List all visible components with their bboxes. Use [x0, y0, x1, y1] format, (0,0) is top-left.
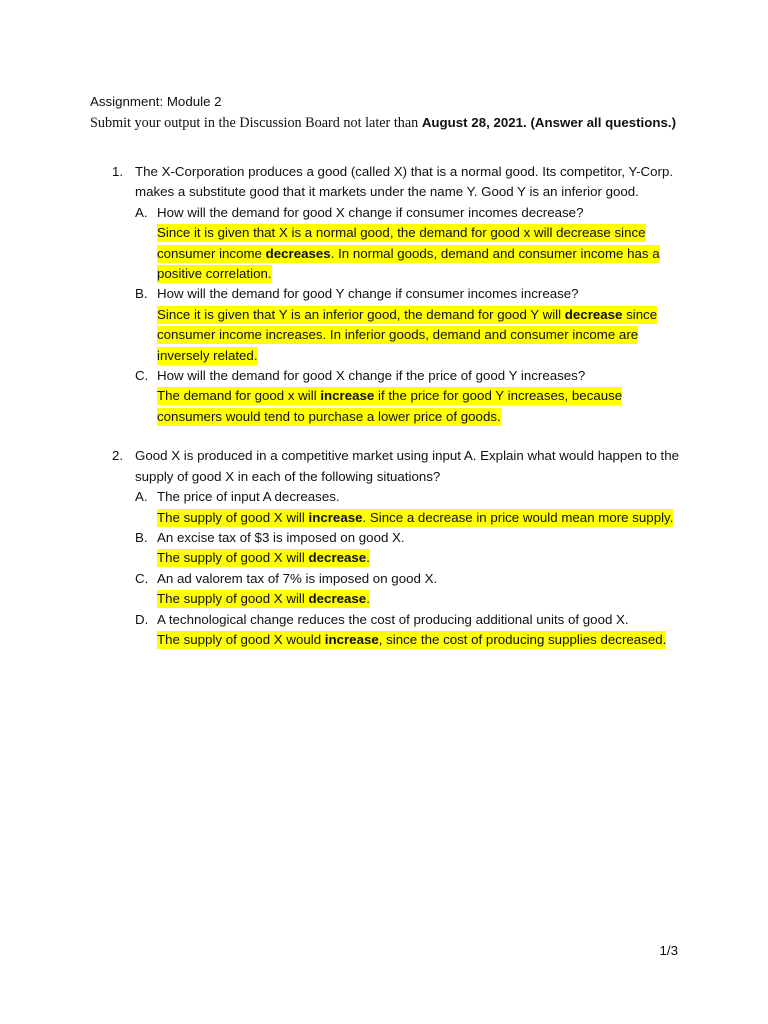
- answer-keyword: decrease: [308, 591, 367, 607]
- answer-highlight: [157, 509, 673, 527]
- part-question: A technological change reduces the cost of producing additional units of good X.: [157, 611, 629, 627]
- question-number: 2.: [112, 448, 124, 464]
- part-question: The price of input A decreases.: [157, 489, 340, 505]
- question-1-part-b: [135, 284, 680, 366]
- question-1: [90, 162, 680, 427]
- part-letter: A.: [135, 489, 148, 505]
- part-letter: B.: [135, 529, 148, 545]
- part-question: An ad valorem tax of 7% is imposed on good X.: [157, 570, 438, 586]
- answer-text: .: [366, 591, 370, 607]
- answer-highlight: [157, 224, 660, 283]
- answer-highlight: [157, 306, 657, 365]
- answer-keyword: decrease: [564, 306, 623, 322]
- question-2-part-d: [135, 610, 680, 651]
- question-number: 1.: [112, 164, 124, 179]
- answer-text: The supply of good X will: [157, 591, 309, 607]
- answer-text: Since it is given that X is a normal good, the demand for good x will decrease since consumer income: [157, 225, 646, 261]
- part-letter: B.: [135, 286, 148, 302]
- part-answer: [157, 630, 680, 650]
- answer-highlight: [157, 549, 370, 567]
- answer-keyword: decreases: [265, 245, 331, 261]
- answer-text: .: [366, 550, 370, 566]
- answer-keyword: increase: [324, 631, 379, 647]
- answer-text: The supply of good X would: [157, 631, 325, 647]
- submit-date: August 28, 2021.: [421, 115, 527, 130]
- part-letter: C.: [135, 368, 149, 384]
- question-text: Good X is produced in a competitive market using input A. Explain what would happen to the supply of good X in each of the following situations?: [135, 448, 680, 484]
- question-2-part-a: [135, 487, 680, 528]
- question-2-part-c: [135, 569, 680, 610]
- document-page: [90, 92, 680, 669]
- answer-text: The supply of good X will: [157, 550, 309, 566]
- part-question: How will the demand for good X change if consumer incomes decrease?: [157, 204, 584, 220]
- question-2: [90, 446, 680, 650]
- question-text: The X-Corporation produces a good (called X) that is a normal good. Its competitor, Y-Corp. makes a substitute good that it markets under the name Y. Good Y is an inferior good.: [135, 164, 674, 200]
- page-number: 1/3: [659, 943, 678, 958]
- submit-prefix: Submit your output in the Discussion Board not later than: [90, 115, 422, 131]
- part-answer: [157, 223, 680, 284]
- part-question: How will the demand for good X change if the price of good Y increases?: [157, 368, 586, 384]
- answer-keyword: increase: [308, 509, 363, 525]
- answer-highlight: [157, 387, 622, 425]
- assignment-title: Assignment: Module 2: [90, 94, 222, 109]
- answer-text: . In normal goods, demand and consumer income has a positive correlation.: [157, 245, 660, 282]
- answer-text: The demand for good x will: [157, 388, 321, 404]
- part-answer: [157, 386, 680, 427]
- part-answer: [157, 589, 680, 609]
- answer-text: Since it is given that Y is an inferior good, the demand for good Y will: [157, 306, 565, 322]
- answer-text: . Since a decrease in price would mean more supply.: [362, 509, 674, 525]
- question-1-part-c: [135, 366, 680, 427]
- part-answer: [157, 305, 680, 366]
- answer-text: if the price for good Y increases, because consumers would tend to purchase a lower price of goods.: [157, 388, 623, 424]
- answer-highlight: [157, 631, 666, 649]
- part-answer: [157, 508, 680, 528]
- submit-instructions: [90, 112, 680, 134]
- answer-text: since consumer income increases. In inferior goods, demand and consumer income are inversely related.: [157, 306, 658, 363]
- submit-suffix: (Answer all questions.): [526, 115, 677, 130]
- question-1-part-a: [135, 203, 680, 285]
- answer-keyword: increase: [320, 388, 375, 404]
- part-question: An excise tax of $3 is imposed on good X.: [157, 529, 405, 545]
- answer-text: The supply of good X will: [157, 509, 309, 525]
- part-letter: C.: [135, 570, 149, 586]
- answer-text: , since the cost of producing supplies decreased.: [378, 631, 667, 647]
- question-2-part-b: [135, 528, 680, 569]
- question-list: [90, 162, 680, 650]
- part-question: How will the demand for good Y change if consumer incomes increase?: [157, 286, 579, 302]
- part-letter: D.: [135, 611, 149, 627]
- part-letter: A.: [135, 204, 148, 220]
- part-answer: [157, 548, 680, 568]
- answer-highlight: [157, 590, 370, 608]
- answer-keyword: decrease: [308, 550, 367, 566]
